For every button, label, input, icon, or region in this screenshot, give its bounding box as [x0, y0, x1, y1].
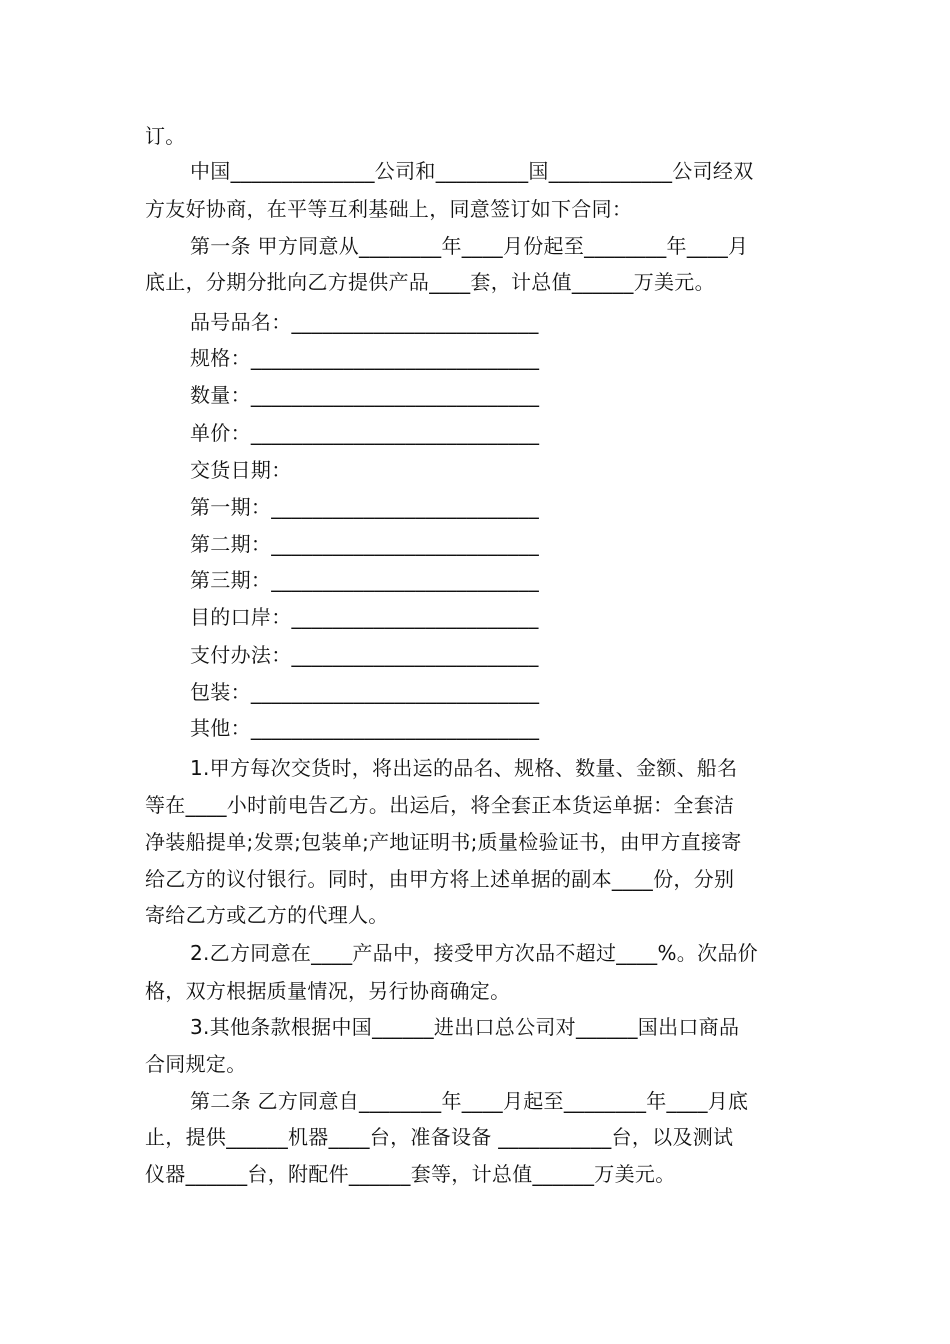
field-destination-port: 目的口岸：________________________	[190, 605, 539, 629]
field-other: 其他：____________________________	[190, 716, 540, 740]
text-line: 方友好协商，在平等互利基础上，同意签订如下合同：	[145, 197, 633, 221]
article-2-heading: 第二条 乙方同意自________年____月起至________年____月底	[190, 1089, 749, 1113]
field-delivery-date: 交货日期：	[190, 458, 292, 482]
field-product-name: 品号品名：________________________	[190, 310, 539, 334]
field-phase-2: 第二期：__________________________	[190, 532, 539, 556]
clause-3-line: 3.其他条款根据中国______进出口总公司对______国出口商品	[190, 1015, 740, 1039]
field-unit-price: 单价：____________________________	[190, 421, 540, 445]
text-line: 等在____小时前电告乙方。出运后，将全套正本货运单据：全套洁	[145, 793, 735, 817]
text-line: 仪器______台，附配件______套等，计总值______万美元。	[145, 1162, 676, 1186]
clause-1-line: 1.甲方每次交货时，将出运的品名、规格、数量、金额、船名	[190, 756, 738, 780]
text-line: 底止，分期分批向乙方提供产品____套，计总值______万美元。	[145, 270, 715, 294]
field-packaging: 包装：____________________________	[190, 680, 540, 704]
field-phase-1: 第一期：__________________________	[190, 495, 539, 519]
field-quantity: 数量：____________________________	[190, 383, 540, 407]
clause-2-line: 2.乙方同意在____产品中，接受甲方次品不超过____%。次品价	[190, 941, 758, 965]
field-payment-method: 支付办法：________________________	[190, 643, 539, 667]
text-line: 订。	[145, 124, 186, 148]
field-specification: 规格：____________________________	[190, 346, 540, 370]
text-line: 止，提供______机器____台，准备设备 ___________台，以及测试	[145, 1125, 734, 1149]
text-line: 给乙方的议付银行。同时，由甲方将上述单据的副本____份，分别	[145, 867, 735, 891]
text-line: 中国______________公司和_________国____________公司经双	[190, 159, 754, 183]
text-line: 净装船提单;发票;包装单;产地证明书;质量检验证书，由甲方直接寄	[145, 830, 742, 854]
text-line: 合同规定。	[145, 1052, 247, 1076]
text-line: 格，双方根据质量情况，另行协商确定。	[145, 979, 511, 1003]
field-phase-3: 第三期：__________________________	[190, 568, 539, 592]
article-1-heading: 第一条 甲方同意从________年____月份起至________年____月	[190, 234, 749, 258]
text-line: 寄给乙方或乙方的代理人。	[145, 903, 389, 927]
